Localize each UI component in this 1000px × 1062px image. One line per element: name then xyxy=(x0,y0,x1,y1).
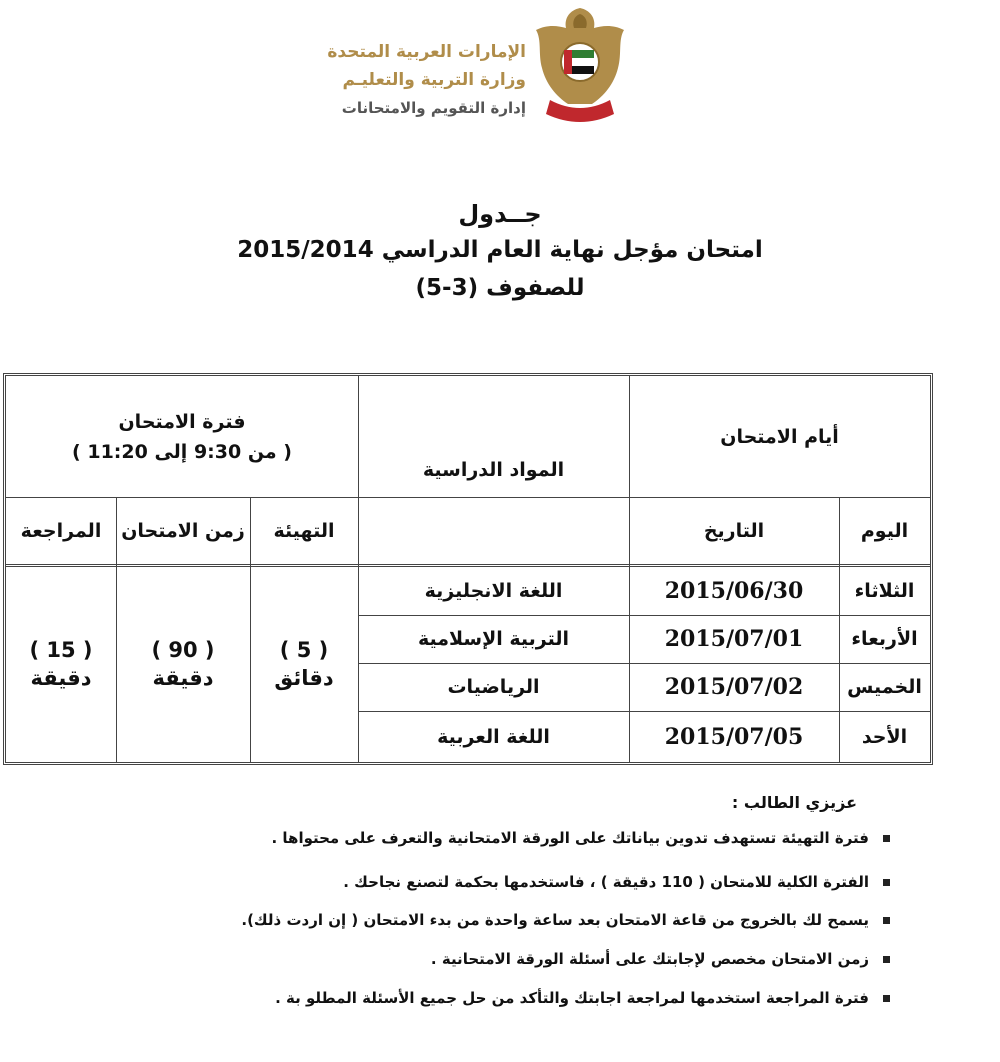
page-title: جــدول xyxy=(458,200,542,228)
row-date: 2015/07/02 xyxy=(664,674,804,700)
note-text: يسمح لك بالخروج من قاعة الامتحان بعد ساعة واحدة من بدء الامتحان ( إن اردت ذلك). xyxy=(241,911,869,929)
prep-value: ( 5 ) xyxy=(279,638,329,662)
note-text: الفترة الكلية للامتحان ( 110 دقيقة ) ، فاستخدمها بحكمة لتصنع نجاحك . xyxy=(343,873,869,891)
note-text: زمن الامتحان مخصص لإجابتك على أسئلة الورقة الامتحانية . xyxy=(430,950,869,968)
bullet-icon xyxy=(883,835,890,842)
note-item xyxy=(241,911,890,929)
note-text: فترة التهيئة تستهدف تدوين بياناتك على الورقة الامتحانية والتعرف على محتواها . xyxy=(271,829,869,847)
header-review: المراجعة xyxy=(20,519,102,542)
review-unit: دقيقة xyxy=(30,666,92,690)
header-prep: التهيئة xyxy=(273,519,335,542)
row-date: 2015/06/30 xyxy=(664,577,804,604)
exam-value: ( 90 ) xyxy=(151,638,215,662)
review-duration xyxy=(6,566,116,762)
row-day: الأربعاء xyxy=(851,628,918,650)
row-subject: الرياضيات xyxy=(447,676,540,698)
prep-duration xyxy=(250,566,358,762)
note-text: فترة المراجعة استخدمها لمراجعة اجابتك والتأكد من حل جميع الأسئلة المطلو بة . xyxy=(275,989,869,1007)
header-subjects: المواد الدراسية xyxy=(422,459,565,481)
exam-period-label: فترة الامتحان xyxy=(118,410,246,433)
org-name-line3: إدارة التقويم والامتحانات xyxy=(341,99,526,117)
row-subject: اللغة الانجليزية xyxy=(424,579,563,602)
ministry-logo-text xyxy=(318,38,526,122)
row-date: 2015/07/01 xyxy=(664,626,804,652)
row-day: الأحد xyxy=(861,725,908,748)
org-name-line2: وزارة التربية والتعليـم xyxy=(342,70,526,90)
row-subject: اللغة العربية xyxy=(437,725,550,748)
header-exam-time: زمن الامتحان xyxy=(121,519,245,542)
note-item xyxy=(343,873,890,891)
header-day: اليوم xyxy=(860,519,909,542)
bullet-icon xyxy=(883,995,890,1002)
exam-duration xyxy=(116,566,250,762)
note-item xyxy=(275,989,890,1007)
row-day: الثلاثاء xyxy=(854,579,915,602)
row-day: الخميس xyxy=(847,676,922,698)
exam-period-time: ( من 9:30 إلى 11:20 ) xyxy=(72,440,292,463)
review-value: ( 15 ) xyxy=(29,638,93,662)
row-subject: التربية الإسلامية xyxy=(417,628,570,650)
note-item xyxy=(431,950,890,968)
header-date: التاريخ xyxy=(703,519,765,542)
note-item xyxy=(271,829,890,847)
page-subtitle: امتحان مؤجل نهاية العام الدراسي 2015/2014 xyxy=(237,237,763,263)
exam-schedule-table xyxy=(3,373,933,765)
bullet-icon xyxy=(883,917,890,924)
table-rule xyxy=(6,564,930,565)
exam-unit: دقيقة xyxy=(152,666,214,690)
bullet-icon xyxy=(883,956,890,963)
prep-unit: دقائق xyxy=(274,666,334,690)
grades-label: للصفوف (3-5) xyxy=(415,275,585,301)
header-exam-days: أيام الامتحان xyxy=(720,425,839,448)
row-date: 2015/07/05 xyxy=(664,723,804,750)
notes-title: عزيزي الطالب : xyxy=(731,793,857,812)
uae-falcon-emblem-icon xyxy=(528,4,632,128)
bullet-icon xyxy=(883,879,890,886)
org-name-line1: الإمارات العربية المتحدة xyxy=(327,42,526,62)
header-exam-period xyxy=(6,376,358,497)
